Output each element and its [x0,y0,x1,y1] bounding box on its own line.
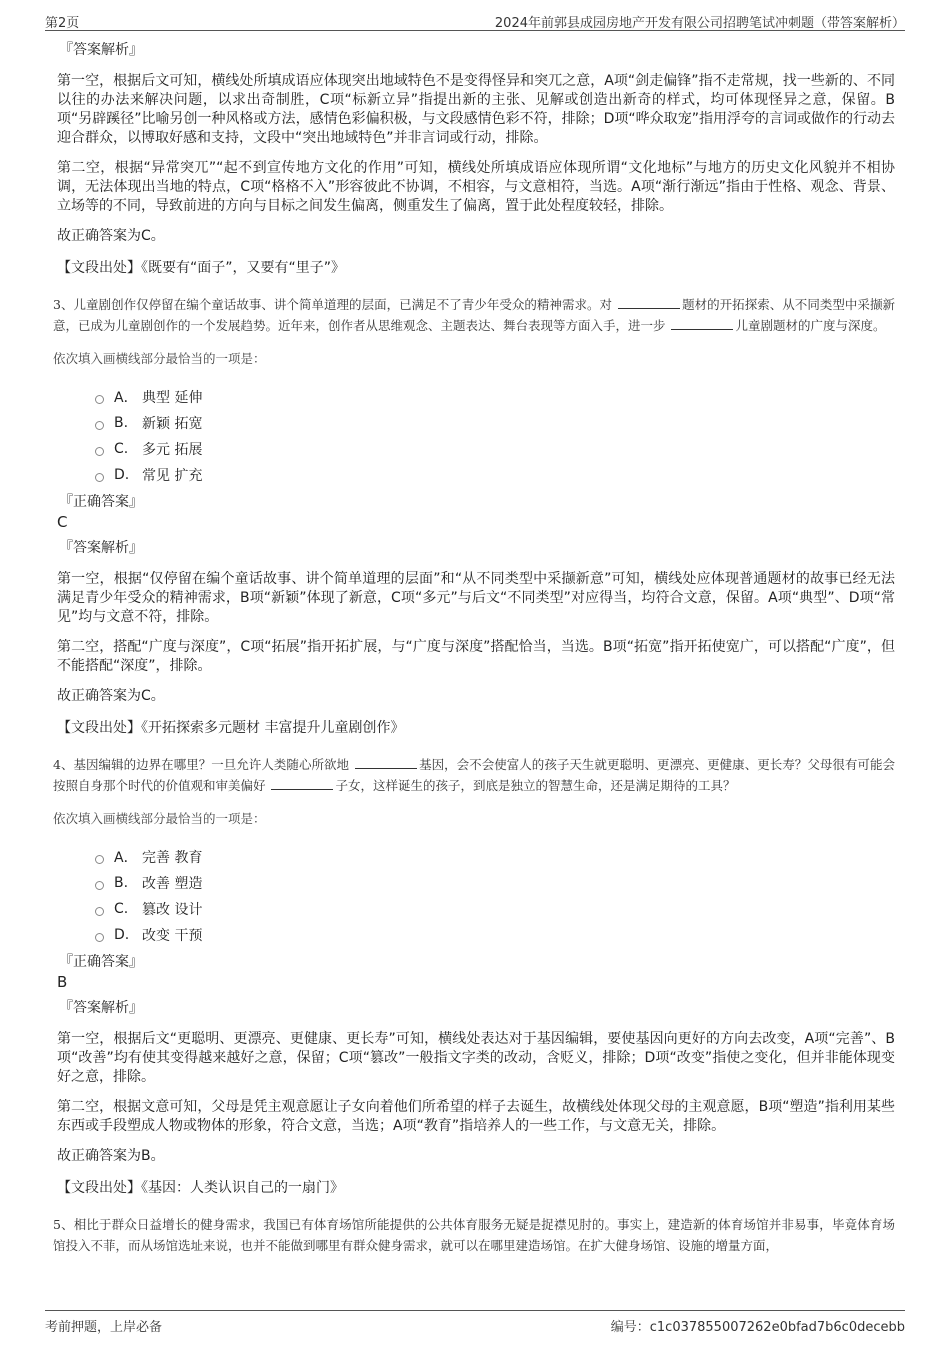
final-answer: 故正确答案为C。 [57,228,165,244]
option-list [95,384,895,488]
footer-slogan: 考前押题，上岸必备 [45,1320,163,1335]
radio-icon[interactable] [95,447,104,456]
q2-analysis-section [57,40,895,278]
analysis-label: 『答案解析』 [59,540,143,556]
page-header [45,10,905,31]
option-c[interactable]: C. 篡改 设计 [95,896,895,922]
correct-answer: C [57,513,68,531]
radio-icon[interactable] [95,907,104,916]
source-citation: 【文段出处】《开拓探索多元题材 丰富提升儿童剧创作》 [57,720,405,736]
question-prompt: 依次填入画横线部分最恰当的一项是： [53,811,266,826]
radio-icon[interactable] [95,473,104,482]
page-footer [45,1310,905,1335]
analysis-paragraph: 第一空，根据“仅停留在编个童话故事、讲个简单道理的层面”和“从不同类型中采撷新意”可知，横线处应体现普通题材的故事已经无法满足青少年受众的精神需求，B项“新颖”体现了新意，C项“多元”与后文“不同类型”对应得当，均符合文意，保留。A项“典型”、D项“常见”均与文意不符，排除。 [57,571,895,625]
question-text: 5、相比于群众日益增长的健身需求，我国已有体育场馆所能提供的公共体育服务无疑是捉襟见肘的。事实上，建造新的体育场馆并非易事，毕竟体育场馆投入不菲，而从场馆选址来说，也并不能做到哪里有群众健身需求，就可以在哪里建造场馆。在扩大健身场馆、设施的增量方面， [53,1217,895,1253]
page-number: 第2页 [45,16,80,31]
radio-icon[interactable] [95,395,104,404]
option-b[interactable]: B. 新颖 拓宽 [95,410,895,436]
final-answer: 故正确答案为B。 [57,1148,165,1164]
document-id: 编号：c1c037855007262e0bfad7b6c0decebb [610,1320,905,1335]
analysis-paragraph: 第一空，根据后文可知，横线处所填成语应体现突出地域特色不是变得怪异和突兀之意，A项“剑走偏锋”指不走常规，找一些新的、不同以往的办法来解决问题，以求出奇制胜，C项“标新立异”指提出新的主张、见解或创造出新奇的样式，均可体现怪异之意，保留。B项“另辟蹊径”比喻另创一种风格或方法，感情色彩偏积极，与文段感情色彩不符，排除；D项“哗众取宠”指用浮夸的言词或做作的行动去迎合群众，以博取好感和支持，文段中“突出地域特色”并非言词或行动，排除。 [57,73,895,146]
analysis-paragraph: 第一空，根据后文“更聪明、更漂亮、更健康、更长寿”可知，横线处表达对于基因编辑，要使基因向更好的方向去改变，A项“完善”、B项“改善”均有使其变得越来越好之意，保留；C项“篡改”一般指文字类的改动，含贬义，排除；D项“改变”指使之变化，但并非能体现变好之意，排除。 [57,1031,895,1085]
analysis-label: 『答案解析』 [59,1000,143,1016]
question-text: 3、儿童剧创作仅停留在编个童话故事、讲个简单道理的层面，已满足不了青少年受众的精神需求。对 题材的开拓探索、从不同类型中采撷新意，已成为儿童剧创作的一个发展趋势。近年来，创作者从思维观念、主题表达、舞台表现等方面入手，进一步 儿童剧题材的广度与深度。 [53,297,895,333]
question-text: 4、基因编辑的边界在哪里？一旦允许人类随心所欲地 基因，会不会使富人的孩子天生就更聪明、更漂亮、更健康、更长寿？父母很有可能会按照自身那个时代的价值观和审美偏好 子女，这样诞生的孩子，到底是独立的智慧生命，还是满足期待的工具？ [53,757,895,793]
question-4 [53,754,895,1198]
final-answer: 故正确答案为C。 [57,688,165,704]
blank-line [618,295,680,309]
option-c[interactable]: C. 多元 拓展 [95,436,895,462]
correct-answer: B [57,973,68,991]
correct-answer-label: 『正确答案』 [59,494,143,510]
blank-line [271,776,333,790]
analysis-paragraph: 第二空，根据“异常突兀”“起不到宣传地方文化的作用”可知，横线处所填成语应体现所谓“文化地标”与地方的历史文化风貌并不相协调，无法体现出当地的特点，C项“格格不入”形容彼此不协调，不相容，与文意相符，当选。A项“渐行渐远”指由于性格、观念、背景、立场等的不同，导致前进的方向与目标之间发生偏离，侧重发生了偏离，置于此处程度较轻，排除。 [57,160,895,214]
source-citation: 【文段出处】《基因：人类认识自己的一扇门》 [57,1180,344,1196]
source-citation: 【文段出处】《既要有“面子”，又要有“里子”》 [57,260,346,276]
option-a[interactable]: A． 典型 延伸 [95,384,895,410]
radio-icon[interactable] [95,421,104,430]
option-b[interactable]: B. 改善 塑造 [95,870,895,896]
question-5 [53,1214,895,1256]
document-title: 2024年前郭县成园房地产开发有限公司招聘笔试冲刺题（带答案解析） [494,16,905,31]
analysis-label: 『答案解析』 [59,42,143,58]
radio-icon[interactable] [95,933,104,942]
option-d[interactable]: D. 改变 干预 [95,922,895,948]
blank-line [671,316,733,330]
radio-icon[interactable] [95,855,104,864]
analysis-paragraph: 第二空，根据文意可知，父母是凭主观意愿让子女向着他们所希望的样子去诞生，故横线处体现父母的主观意愿，B项“塑造”指利用某些东西或手段塑成人物或物体的形象，符合文意，当选；A项“教育”指培养人的一些工作，与文意无关，排除。 [57,1099,895,1134]
question-3 [53,294,895,738]
option-a[interactable]: A． 完善 教育 [95,844,895,870]
blank-line [355,755,417,769]
radio-icon[interactable] [95,881,104,890]
correct-answer-label: 『正确答案』 [59,954,143,970]
option-list [95,844,895,948]
page-content [53,40,895,1270]
option-d[interactable]: D. 常见 扩充 [95,462,895,488]
question-prompt: 依次填入画横线部分最恰当的一项是： [53,351,266,366]
analysis-paragraph: 第二空，搭配“广度与深度”，C项“拓展”指开拓扩展，与“广度与深度”搭配恰当，当选。B项“拓宽”指开拓使宽广，可以搭配“广度”，但不能搭配“深度”，排除。 [57,639,895,674]
